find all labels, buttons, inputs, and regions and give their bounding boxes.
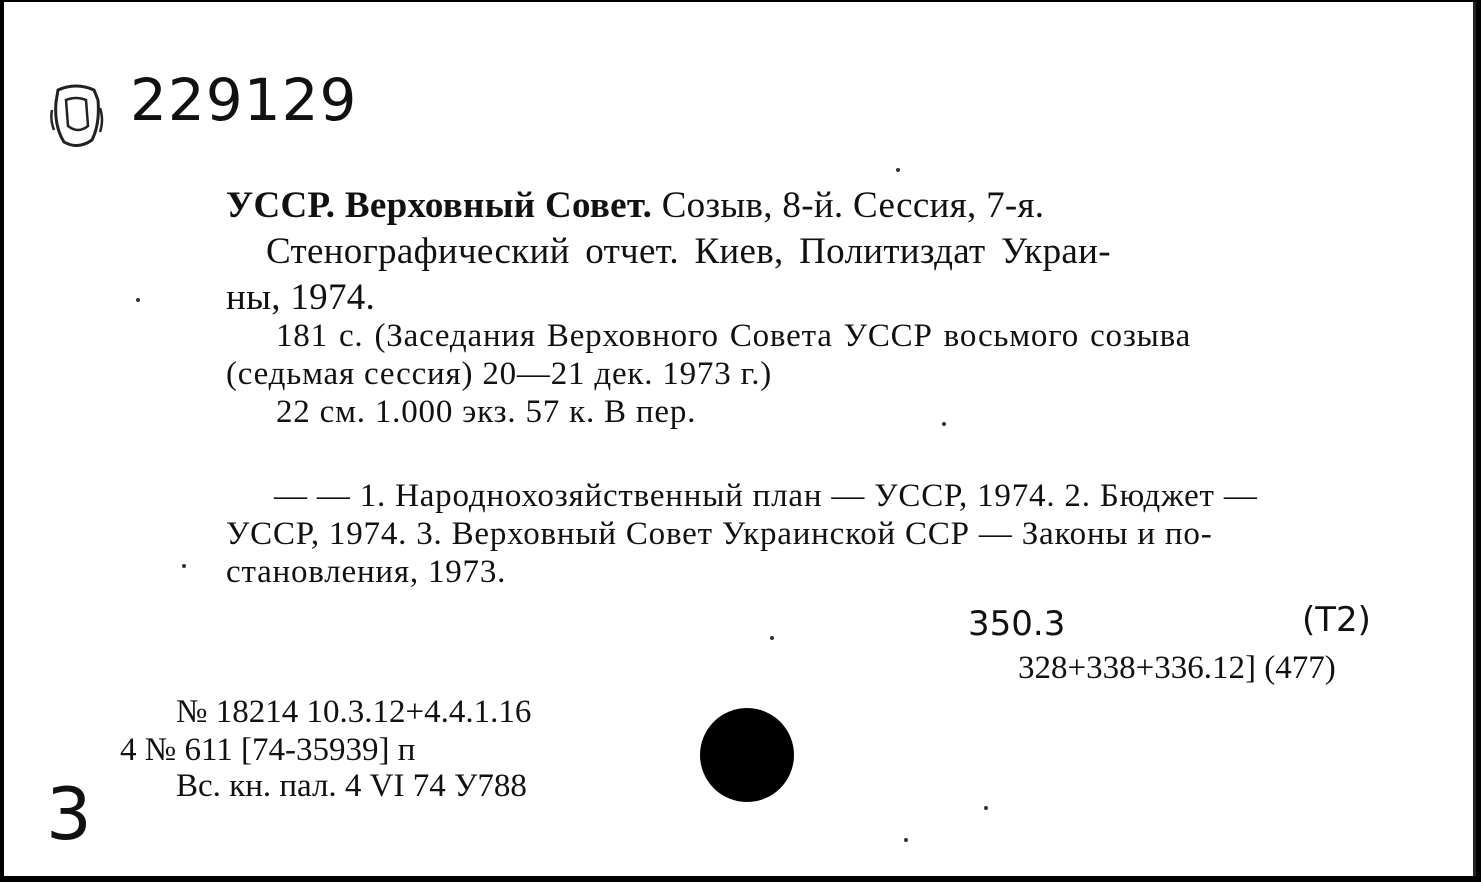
subjects-line-3: становления, 1973.: [226, 554, 507, 590]
speck: [984, 806, 988, 810]
handwritten-class-right: (Т2): [1302, 600, 1371, 640]
imprint-line-1: № 18214 10.3.12+4.4.1.16: [176, 694, 532, 730]
handwritten-class-left: 350.3: [968, 604, 1066, 644]
punched-dot: [700, 708, 794, 802]
collation-line-1: 181 с. (Заседания Верховного Совета УССР восьмого созыва: [276, 318, 1192, 354]
subjects-line-1: — — 1. Народнохозяйственный план — УССР, 1974. 2. Бюджет —: [274, 478, 1258, 514]
title-line-1: Стенографический отчет. Киев, Политиздат Украи-: [266, 231, 1111, 272]
collation-line-3: 22 см. 1.000 экз. 57 к. В пер.: [276, 394, 697, 430]
speck: [770, 636, 774, 640]
heading-bold: УССР. Верховный Совет.: [226, 185, 653, 226]
speck: [904, 838, 908, 842]
speck: [942, 422, 946, 426]
heading-line: [226, 184, 1044, 227]
imprint-line-2: 4 № 611 [74-35939] п: [120, 732, 416, 768]
speck: [136, 298, 140, 302]
imprint-line-3: Вс. кн. пал. 4 VI 74 У788: [176, 768, 527, 804]
speck: [896, 168, 900, 172]
collation-line-2: (седьмая сессия) 20—21 дек. 1973 г.): [226, 356, 773, 392]
card-number: 229129: [130, 66, 358, 134]
subjects-line-2: УССР, 1974. 3. Верховный Совет Украинской ССР — Законы и по-: [226, 516, 1213, 552]
speck: [182, 564, 186, 568]
heading-rest: Созыв, 8-й. Сессия, 7-я.: [661, 185, 1045, 226]
title-line-2: ны, 1974.: [226, 277, 376, 318]
handwritten-corner-mark: 3: [46, 772, 92, 856]
catalog-card: [4, 2, 1476, 876]
library-stamp-icon: [48, 80, 106, 154]
classification-printed: 328+338+336.12] (477): [1018, 650, 1336, 686]
